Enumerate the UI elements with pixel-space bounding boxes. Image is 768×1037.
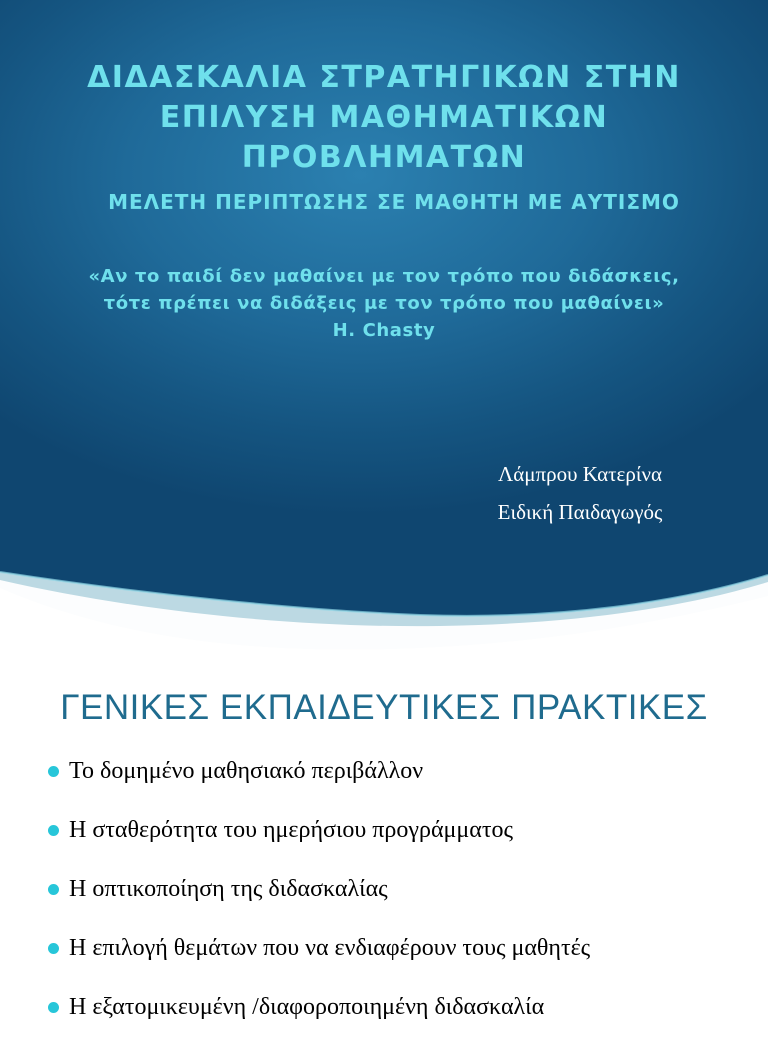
list-item [48, 919, 590, 978]
title-line-2: ΕΠΙΛΥΣΗ ΜΑΘΗΜΑΤΙΚΩΝ [159, 100, 609, 135]
slide-subtitle: ΜΕΛΕΤΗ ΠΕΡΙΠΤΩΣΗΣ ΣΕ ΜΑΘΗΤΗ ΜΕ ΑΥΤΙΣΜΟ [108, 190, 680, 214]
presenter-name: Λάμπρου Κατερίνα [498, 462, 662, 486]
bullet-dot-icon [48, 884, 59, 895]
quote-line-1: «Αν το παιδί δεν μαθαίνει με τον τρόπο που διδάσκεις, [88, 266, 680, 287]
list-item [48, 801, 590, 860]
slide-title [40, 58, 728, 178]
bullet-dot-icon [48, 766, 59, 777]
bullet-dot-icon [48, 943, 59, 954]
list-item [48, 978, 590, 1037]
quote [20, 263, 748, 344]
title-line-1: ΔΙΔΑΣΚΑΛΙΑ ΣΤΡΑΤΗΓΙΚΩΝ ΣΤΗΝ [87, 60, 681, 95]
list-item [48, 860, 590, 919]
bullet-dot-icon [48, 825, 59, 836]
practices-slide-title: ΓΕΝΙΚΕΣ ΕΚΠΑΙΔΕΥΤΙΚΕΣ ΠΡΑΚΤΙΚΕΣ [60, 688, 708, 727]
quote-line-2: τότε πρέπει να διδάξεις με τον τρόπο που μαθαίνει» [103, 293, 665, 314]
presenter-role: Ειδική Παιδαγωγός [497, 500, 663, 524]
list-item-text: Η εξατομικευμένη /διαφοροποιημένη διδασκαλία [69, 994, 545, 1020]
list-item-text: Το δομημένο μαθησιακό περιβάλλον [69, 758, 424, 784]
list-item-text: Η σταθερότητα του ημερήσιου προγράμματος [69, 817, 513, 843]
list-item [48, 742, 590, 801]
title-line-3: ΠΡΟΒΛΗΜΑΤΩΝ [241, 140, 527, 175]
practices-list [48, 742, 590, 1037]
list-item-text: Η επιλογή θεμάτων που να ενδιαφέρουν τους μαθητές [69, 935, 591, 961]
quote-author: H. Chasty [332, 320, 436, 341]
list-item-text: Η οπτικοποίηση της διδασκαλίας [69, 876, 388, 902]
bullet-dot-icon [48, 1002, 59, 1013]
presenter-block [440, 455, 720, 531]
